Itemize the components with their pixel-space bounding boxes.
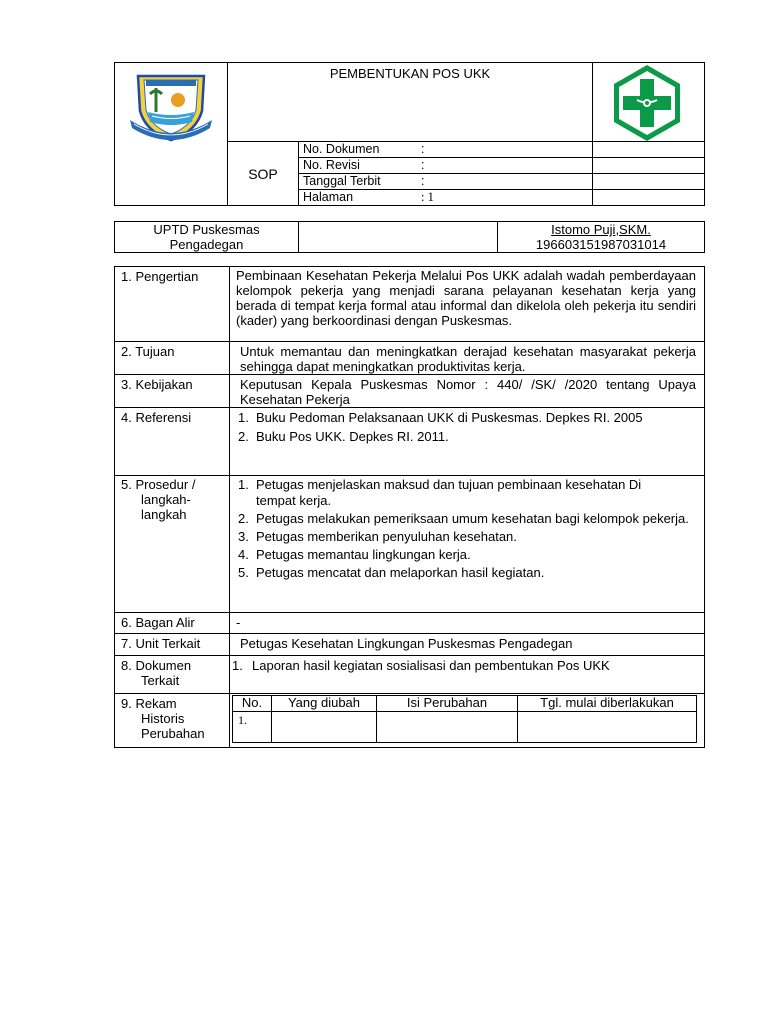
list-item-text: Petugas memantau lingkungan kerja. (256, 547, 471, 562)
signatory-cell (498, 222, 705, 253)
bagan-alir-value: - (236, 615, 241, 630)
pengertian-text: Pembinaan Kesehatan Pekerja Melalui Pos UKK adalah wadah pemberdayaan kelompok pekerja yang menjadi sarana pelayanan kesehatan kerja yang berada di tempat kerja formal atau informal dan dikelola oleh pekerja itu sendiri (kader) yang berkoordinasi dengan Puskesmas. (236, 268, 696, 328)
doc-field-separator: : (421, 142, 425, 156)
table-row (233, 712, 697, 743)
list-item-number: 5. (238, 565, 249, 580)
section-label (115, 408, 230, 476)
list-item (238, 565, 696, 581)
prosedur-label-line2: langkah- (141, 492, 191, 507)
kebijakan-label: 3. Kebijakan (121, 377, 193, 392)
list-item-text: Petugas menjelaskan maksud dan tujuan pembinaan kesehatan Di tempat kerja. (256, 477, 642, 508)
sop-label: SOP (248, 165, 278, 182)
regency-crest-icon (126, 66, 216, 146)
list-item-number: 2. (238, 511, 249, 526)
signatory-name: Istomo Puji,SKM. (551, 222, 651, 237)
doc-field-separator: : (421, 158, 425, 172)
history-cell (272, 712, 377, 743)
list-item-number: 1. (238, 410, 249, 425)
section-content (230, 656, 705, 694)
doc-field-label: Tanggal Terbit (303, 174, 381, 188)
procedure-table (114, 266, 705, 748)
section-content (230, 694, 705, 748)
list-item-number: 4. (238, 547, 249, 562)
prosedur-list (238, 477, 696, 581)
doc-field-separator: : 1 (421, 190, 434, 204)
list-item-text: Petugas melakukan pemeriksaan umum kesehatan bagi kelompok pekerja. (256, 511, 689, 526)
left-logo-cell (115, 63, 228, 206)
right-logo-cell (593, 63, 705, 142)
unit-terkait-value: Petugas Kesehatan Lingkungan Puskesmas Pengadegan (240, 636, 573, 651)
list-item (238, 529, 696, 545)
pengertian-label: 1. Pengertian (121, 269, 199, 284)
section-label (115, 342, 230, 375)
section-content (230, 613, 705, 634)
list-item (238, 477, 696, 509)
header-table (114, 62, 705, 206)
doc-field-extra (593, 158, 705, 174)
doc-field-label: No. Revisi (303, 158, 360, 172)
doc-field-row (299, 142, 593, 158)
doc-field-label: Halaman (303, 190, 354, 204)
kemenkes-cross-icon (607, 63, 687, 143)
unit-table (114, 221, 705, 253)
signatory-nip: 196603151987031014 (535, 237, 667, 252)
doc-field-row (299, 190, 593, 206)
org-cell (115, 222, 299, 253)
list-item-text: Petugas memberikan penyuluhan kesehatan. (256, 529, 517, 544)
list-item (238, 410, 696, 426)
list-item-text: Buku Pos UKK. Depkes RI. 2011. (256, 429, 449, 444)
doc-field-extra (593, 190, 705, 206)
history-cell (518, 712, 697, 743)
doc-field-separator: : (421, 174, 425, 188)
history-col-header: Isi Perubahan (377, 696, 518, 712)
doc-field-row (299, 158, 593, 174)
list-item-number: 3. (238, 529, 249, 544)
rekam-label-line3: Perubahan (141, 726, 205, 741)
title-cell (228, 63, 593, 142)
rekam-label-line1: 9. Rekam (121, 696, 177, 711)
history-col-header: No. (233, 696, 272, 712)
list-item-number: 2. (238, 429, 249, 444)
section-content (230, 634, 705, 656)
revision-history-table (232, 695, 697, 743)
dokumen-terkait-number: 1. (232, 658, 243, 673)
history-cell: 1. (233, 712, 272, 743)
prosedur-label-line3: langkah (141, 507, 187, 522)
kebijakan-text: Keputusan Kepala Puskesmas Nomor : 440/ /SK/ /2020 tentang Upaya Kesehatan Pekerja (240, 377, 696, 407)
section-label (115, 375, 230, 408)
signature-cell (299, 222, 498, 253)
dokumen-terkait-label-line1: 8. Dokumen (121, 658, 192, 673)
section-content (230, 342, 705, 375)
section-label (115, 613, 230, 634)
dokumen-terkait-label-line2: Terkait (141, 673, 180, 688)
list-item-text: Buku Pedoman Pelaksanaan UKK di Puskesmas. Depkes RI. 2005 (256, 410, 643, 425)
section-label (115, 634, 230, 656)
section-label (115, 694, 230, 748)
sop-cell (228, 142, 299, 206)
section-content (230, 476, 705, 613)
rekam-label-line2: Historis (141, 711, 185, 726)
tujuan-text: Untuk memantau dan meningkatkan derajad kesehatan masyarakat pekerja sehingga dapat meningkatkan produktivitas kerja. (240, 344, 696, 374)
org-name-line2: Pengadegan (169, 237, 244, 252)
history-col-header: Yang diubah (272, 696, 377, 712)
doc-field-extra (593, 174, 705, 190)
section-label (115, 656, 230, 694)
doc-field-row (299, 174, 593, 190)
unit-terkait-label: 7. Unit Terkait (121, 636, 201, 651)
dokumen-terkait-text: Laporan hasil kegiatan sosialisasi dan pembentukan Pos UKK (252, 658, 610, 673)
section-label (115, 476, 230, 613)
list-item (238, 547, 696, 563)
list-item (238, 429, 696, 445)
doc-field-label: No. Dokumen (303, 142, 380, 156)
bagan-alir-label: 6. Bagan Alir (121, 615, 195, 630)
doc-field-extra (593, 142, 705, 158)
referensi-list (238, 410, 696, 445)
history-cell (377, 712, 518, 743)
section-content (230, 375, 705, 408)
list-item-number: 1. (238, 477, 249, 492)
section-content (230, 267, 705, 342)
org-name-line1: UPTD Puskesmas (153, 222, 260, 237)
referensi-label: 4. Referensi (121, 410, 192, 425)
prosedur-label-line1: 5. Prosedur / (121, 477, 196, 492)
section-label (115, 267, 230, 342)
list-item (238, 511, 696, 527)
section-content (230, 408, 705, 476)
list-item-text: Petugas mencatat dan melaporkan hasil kegiatan. (256, 565, 545, 580)
document-title: PEMBENTUKAN POS UKK (329, 66, 491, 81)
tujuan-label: 2. Tujuan (121, 344, 175, 359)
history-col-header: Tgl. mulai diberlakukan (518, 696, 697, 712)
